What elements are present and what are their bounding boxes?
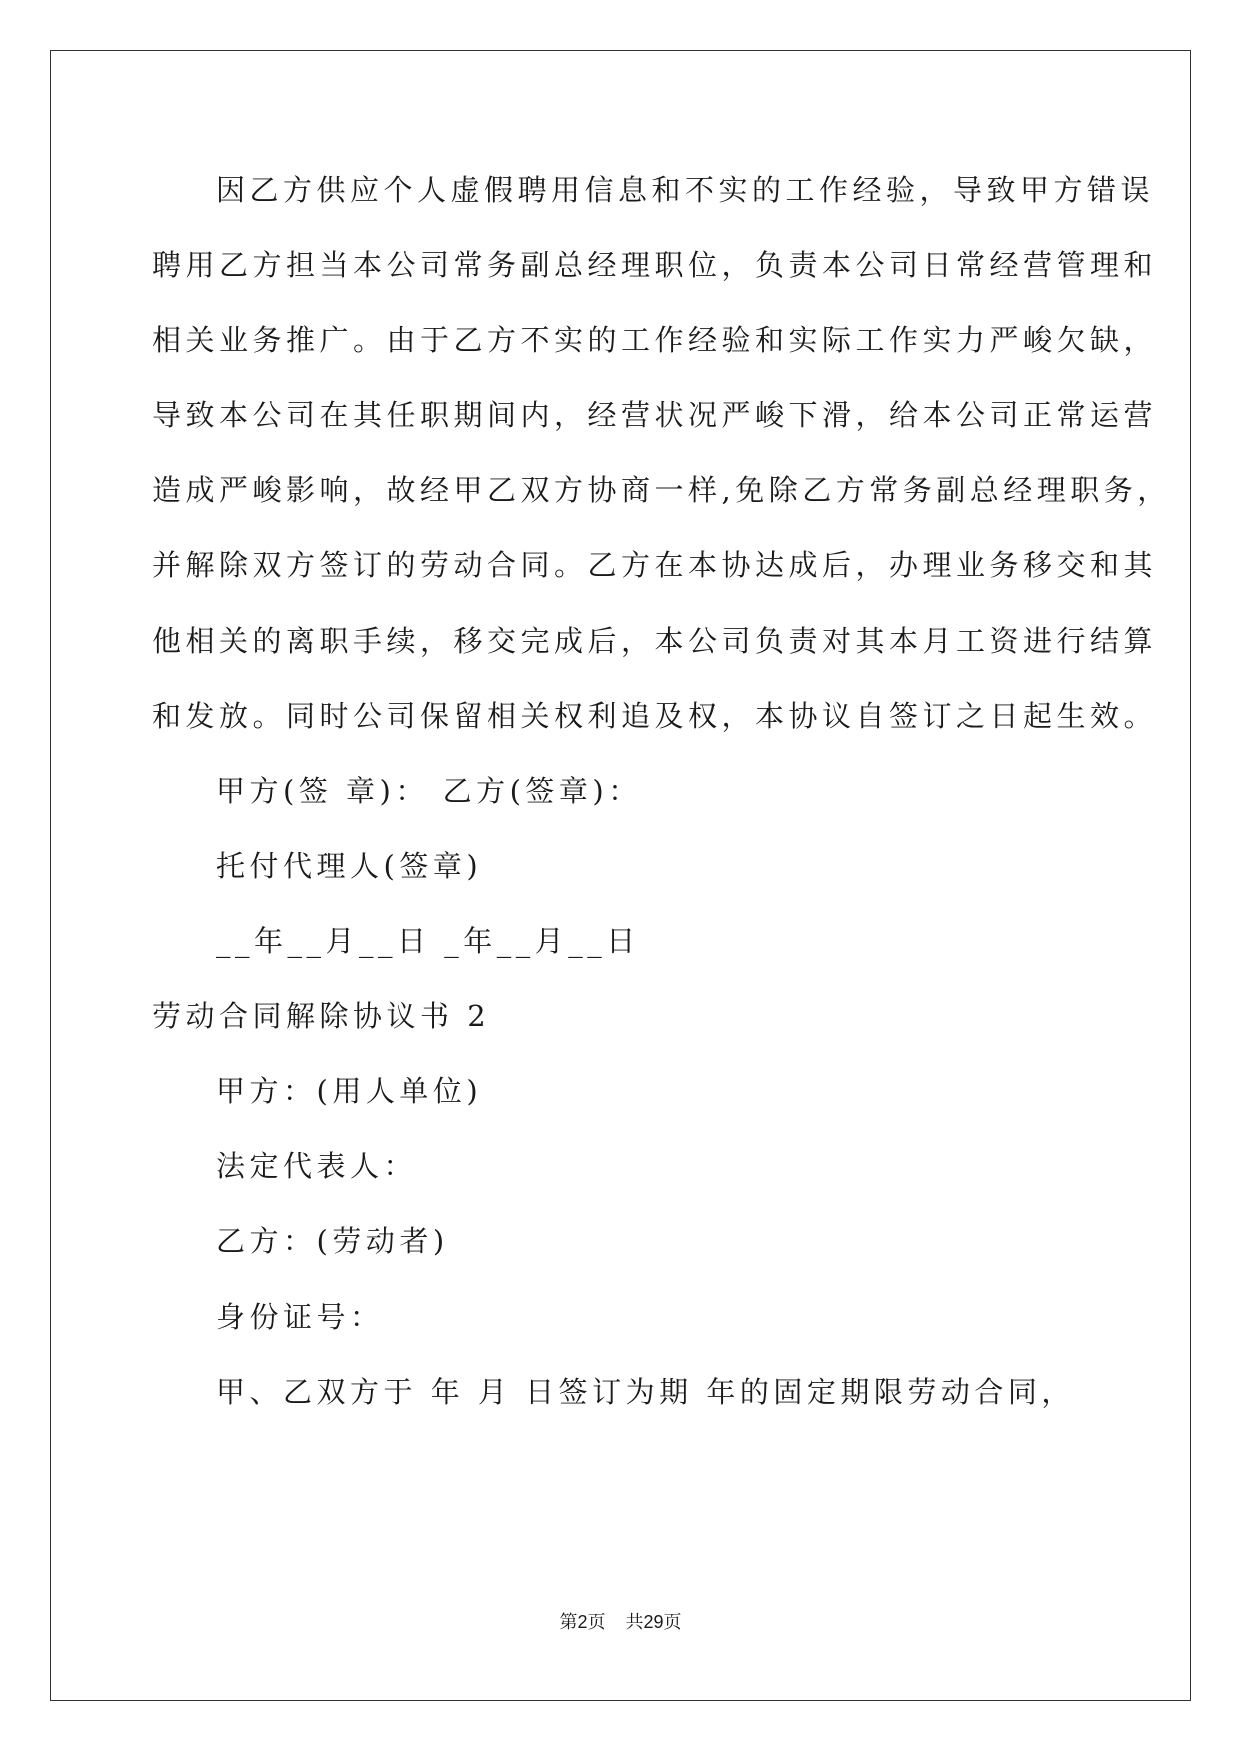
contract-line: 甲、乙双方于 年 月 日签订为期 年的固定期限劳动合同， [216,1375,1075,1409]
paragraph-line: 和发放。同时公司保留相关权利追及权，本协议自签订之日起生效。 [152,699,1158,733]
paragraph-line: 导致本公司在其任职期间内，经营状况严峻下滑，给本公司正常运营 [152,398,1158,432]
paragraph-line: 他相关的离职手续，移交完成后，本公司负责对其本月工资进行结算 [152,624,1158,658]
paragraph-line: 造成严峻影响，故经甲乙双方协商一样,免除乙方常务副总经理职务， [152,473,1171,507]
signature-line: 甲方(签 章)： 乙方(签章)： [216,774,642,808]
footer-total-number: 29 [643,1612,664,1632]
footer-page-number: 2 [577,1612,588,1632]
paragraph-line: 聘用乙方担当本公司常务副总经理职位，负责本公司日常经营管理和 [152,248,1158,282]
paragraph-line: 并解除双方签订的劳动合同。乙方在本协达成后，办理业务移交和其 [152,548,1158,582]
page-footer [0,1608,1241,1634]
paragraph-line: 相关业务推广。由于乙方不实的工作经验和实际工作实力严峻欠缺， [152,323,1158,357]
id-number-line: 身份证号： [216,1300,384,1334]
footer-page-suffix: 页 [587,1612,606,1633]
footer-total-suffix: 页 [663,1612,682,1633]
legal-representative-line: 法定代表人： [216,1149,418,1183]
agent-signature-line: 托付代理人(签章) [216,849,483,883]
date-line: __年__月__日 _年__月__日 [216,924,640,958]
party-b-line: 乙方：(劳动者) [216,1224,449,1258]
footer-page-prefix: 第 [559,1612,578,1633]
paragraph-line: 因乙方供应个人虚假聘用信息和不实的工作经验，导致甲方错误 [216,173,1155,207]
party-a-line: 甲方：(用人单位) [216,1074,483,1108]
footer-total-prefix: 共 [625,1612,644,1633]
section-title: 劳动合同解除协议书 2 [152,999,491,1033]
